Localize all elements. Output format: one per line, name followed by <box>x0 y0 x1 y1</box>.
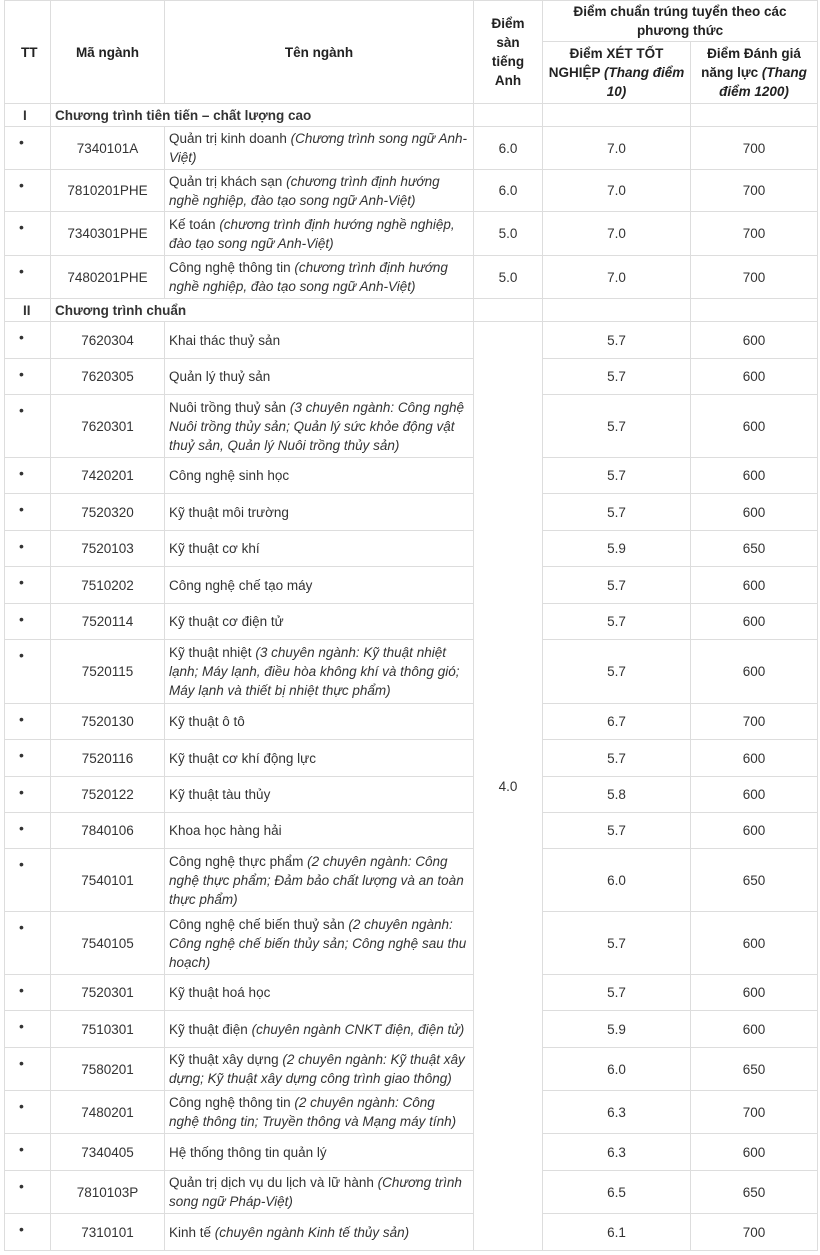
major-title: Kinh tế <box>169 1224 212 1240</box>
major-note: (chuyên ngành Kinh tế thủy sản) <box>214 1224 410 1240</box>
graduation-score: 5.7 <box>543 494 691 531</box>
capacity-score: 600 <box>691 322 818 359</box>
major-note: (2 chuyên ngành: Công nghệ thông tin; Truyền thông và Mạng máy tính) <box>169 1095 457 1129</box>
bullet-icon: • <box>19 402 24 418</box>
table-body <box>5 104 818 1251</box>
bullet-icon: • <box>19 856 24 872</box>
major-note: (2 chuyên ngành: Công nghệ thực phẩm; Đảm bảo chất lượng và an toàn thực phẩm) <box>169 853 464 907</box>
major-note: (chuyên ngành CNKT điện, điện tử) <box>251 1021 465 1037</box>
graduation-score: 5.7 <box>543 567 691 604</box>
major-title: Công nghệ chế biến thuỷ sản <box>169 916 345 932</box>
major-name <box>165 395 474 458</box>
capacity-score: 700 <box>691 127 818 170</box>
section-row <box>5 104 818 127</box>
major-name <box>165 640 474 704</box>
major-note: (chương trình định hướng nghề nghiệp, đào tạo song ngữ Anh-Việt) <box>169 216 455 251</box>
graduation-score: 7.0 <box>543 170 691 212</box>
major-name <box>165 359 474 395</box>
graduation-score: 6.0 <box>543 1048 691 1091</box>
capacity-score: 700 <box>691 704 818 740</box>
capacity-score: 600 <box>691 640 818 704</box>
bullet-icon: • <box>19 1178 24 1194</box>
graduation-score: 5.9 <box>543 1011 691 1048</box>
graduation-score: 5.7 <box>543 975 691 1011</box>
bullet-icon: • <box>19 1055 24 1071</box>
major-code: 7420201 <box>51 458 165 494</box>
capacity-score: 650 <box>691 531 818 567</box>
table-row <box>5 256 818 299</box>
section-title: Chương trình tiên tiến – chất lượng cao <box>51 104 474 127</box>
section-number: II <box>5 299 51 322</box>
bullet-icon: • <box>19 747 24 763</box>
table-row <box>5 849 818 912</box>
major-code: 7510301 <box>51 1011 165 1048</box>
major-code: 7510202 <box>51 567 165 604</box>
graduation-score: 5.7 <box>543 912 691 975</box>
capacity-score: 650 <box>691 1048 818 1091</box>
capacity-score: 600 <box>691 740 818 777</box>
capacity-score: 700 <box>691 170 818 212</box>
row-marker <box>5 494 51 531</box>
major-title: Quản trị kinh doanh <box>169 131 287 146</box>
bullet-icon: • <box>19 1221 24 1237</box>
section-empty-cell <box>691 104 818 127</box>
header-capacity-note: (Thang điểm 1200) <box>719 65 807 99</box>
major-note: (2 chuyên ngành: Công nghệ chế biến thủy sản; Công nghệ sau thu hoạch) <box>169 916 467 970</box>
major-name <box>165 604 474 640</box>
header-name: Tên ngành <box>165 1 474 104</box>
graduation-score: 5.7 <box>543 604 691 640</box>
major-code: 7480201PHE <box>51 256 165 299</box>
bullet-icon: • <box>19 177 24 193</box>
major-name <box>165 458 474 494</box>
table-row <box>5 127 818 170</box>
row-marker <box>5 777 51 813</box>
bullet-icon: • <box>19 574 24 590</box>
major-code: 7540101 <box>51 849 165 912</box>
major-code: 7540105 <box>51 912 165 975</box>
major-title: Công nghệ thực phẩm <box>169 853 304 869</box>
table-row <box>5 813 818 849</box>
graduation-score: 6.3 <box>543 1134 691 1171</box>
graduation-score: 5.7 <box>543 813 691 849</box>
row-marker <box>5 813 51 849</box>
capacity-score: 600 <box>691 912 818 975</box>
table-row <box>5 395 818 458</box>
graduation-score: 5.7 <box>543 458 691 494</box>
header-code: Mã ngành <box>51 1 165 104</box>
major-code: 7520122 <box>51 777 165 813</box>
major-title: Công nghệ thông tin <box>169 260 291 275</box>
major-name <box>165 1134 474 1171</box>
bullet-icon: • <box>19 219 24 235</box>
header-graduation-score <box>543 42 691 104</box>
header-graduation-main: Điểm XÉT TỐT NGHIỆP <box>548 46 664 80</box>
row-marker <box>5 395 51 458</box>
bullet-icon: • <box>19 784 24 800</box>
section-number: I <box>5 104 51 127</box>
row-marker <box>5 1134 51 1171</box>
major-title: Kỹ thuật cơ điện tử <box>169 614 284 629</box>
row-marker <box>5 1091 51 1134</box>
section-empty-cell <box>543 299 691 322</box>
section-title: Chương trình chuẩn <box>51 299 474 322</box>
header-tt: TT <box>5 1 51 104</box>
major-code: 7310101 <box>51 1214 165 1251</box>
major-title: Kỹ thuật cơ khí động lực <box>169 750 316 766</box>
table-row <box>5 567 818 604</box>
major-code: 7520130 <box>51 704 165 740</box>
major-title: Kỹ thuật tàu thủy <box>169 787 271 802</box>
bullet-icon: • <box>19 465 24 481</box>
major-title: Kỹ thuật môi trường <box>169 504 289 520</box>
major-note: (Chương trình song ngữ Pháp-Việt) <box>169 1175 462 1209</box>
table-row <box>5 1091 818 1134</box>
table-row <box>5 740 818 777</box>
header-capacity-score <box>691 42 818 104</box>
graduation-score: 7.0 <box>543 212 691 256</box>
major-name <box>165 322 474 359</box>
table-row <box>5 777 818 813</box>
table-row <box>5 322 818 359</box>
row-marker <box>5 567 51 604</box>
major-title: Kỹ thuật nhiệt <box>169 645 252 660</box>
major-name <box>165 777 474 813</box>
bullet-icon: • <box>19 919 24 935</box>
major-name <box>165 975 474 1011</box>
major-name <box>165 813 474 849</box>
major-code: 7480201 <box>51 1091 165 1134</box>
major-title: Công nghệ chế tạo máy <box>169 577 313 593</box>
row-marker <box>5 704 51 740</box>
capacity-score: 600 <box>691 395 818 458</box>
major-code: 7520103 <box>51 531 165 567</box>
capacity-score: 700 <box>691 212 818 256</box>
graduation-score: 6.3 <box>543 1091 691 1134</box>
row-marker <box>5 1048 51 1091</box>
major-name <box>165 1048 474 1091</box>
graduation-score: 5.7 <box>543 640 691 704</box>
table-row <box>5 912 818 975</box>
capacity-score: 600 <box>691 458 818 494</box>
row-marker <box>5 740 51 777</box>
bullet-icon: • <box>19 538 24 554</box>
section-empty-cell <box>474 299 543 322</box>
major-title: Quản trị khách sạn <box>169 173 283 189</box>
table-row <box>5 640 818 704</box>
graduation-score: 6.5 <box>543 1171 691 1214</box>
table-row <box>5 212 818 256</box>
table-row <box>5 1048 818 1091</box>
header-capacity-main: Điểm Đánh giá năng lực <box>701 46 801 80</box>
row-marker <box>5 1171 51 1214</box>
capacity-score: 650 <box>691 849 818 912</box>
major-code: 7620304 <box>51 322 165 359</box>
bullet-icon: • <box>19 263 24 279</box>
row-marker <box>5 127 51 170</box>
major-name <box>165 531 474 567</box>
major-name <box>165 849 474 912</box>
major-note: (chương trình định hướng nghề nghiệp, đào tạo song ngữ Anh-Việt) <box>169 173 440 208</box>
major-code: 7340405 <box>51 1134 165 1171</box>
major-title: Công nghệ thông tin <box>169 1095 291 1110</box>
row-marker <box>5 212 51 256</box>
row-marker <box>5 912 51 975</box>
major-code: 7520115 <box>51 640 165 704</box>
graduation-score: 5.7 <box>543 395 691 458</box>
bullet-icon: • <box>19 647 24 663</box>
table-row <box>5 704 818 740</box>
major-name <box>165 912 474 975</box>
major-note: (2 chuyên ngành: Kỹ thuật xây dựng; Kỹ thuật xây dựng công trình giao thông) <box>169 1052 465 1086</box>
capacity-score: 600 <box>691 1011 818 1048</box>
graduation-score: 6.7 <box>543 704 691 740</box>
section-row <box>5 299 818 322</box>
capacity-score: 600 <box>691 777 818 813</box>
section-empty-cell <box>691 299 818 322</box>
major-code: 7520301 <box>51 975 165 1011</box>
major-title: Kỹ thuật xây dựng <box>169 1052 279 1067</box>
major-title: Kỹ thuật cơ khí <box>169 541 260 556</box>
major-title: Kỹ thuật ô tô <box>169 714 245 729</box>
row-marker <box>5 322 51 359</box>
row-marker <box>5 1214 51 1251</box>
table-row <box>5 170 818 212</box>
row-marker <box>5 531 51 567</box>
major-code: 7340301PHE <box>51 212 165 256</box>
bullet-icon: • <box>19 134 24 150</box>
bullet-icon: • <box>19 329 24 345</box>
english-floor-score: 6.0 <box>474 170 543 212</box>
row-marker <box>5 640 51 704</box>
major-name <box>165 1091 474 1134</box>
row-marker <box>5 359 51 395</box>
section-empty-cell <box>474 104 543 127</box>
major-name <box>165 127 474 170</box>
major-code: 7810201PHE <box>51 170 165 212</box>
row-marker <box>5 170 51 212</box>
capacity-score: 600 <box>691 604 818 640</box>
major-title: Quản trị dịch vụ du lịch và lữ hành <box>169 1175 374 1190</box>
major-code: 7620301 <box>51 395 165 458</box>
major-code: 7620305 <box>51 359 165 395</box>
major-name <box>165 1214 474 1251</box>
table-row <box>5 604 818 640</box>
english-floor-score: 5.0 <box>474 212 543 256</box>
major-note: (3 chuyên ngành: Kỹ thuật nhiệt lạnh; Máy lạnh, điều hòa không khí và thông gió; Máy lạnh và thiết bị nhiệt thực phẩm) <box>169 645 460 698</box>
major-note: (chương trình định hướng nghề nghiệp, đào tạo song ngữ Anh-Việt) <box>169 260 448 294</box>
bullet-icon: • <box>19 366 24 382</box>
capacity-score: 600 <box>691 494 818 531</box>
bullet-icon: • <box>19 820 24 836</box>
bullet-icon: • <box>19 1141 24 1157</box>
major-code: 7340101A <box>51 127 165 170</box>
graduation-score: 7.0 <box>543 127 691 170</box>
graduation-score: 5.8 <box>543 777 691 813</box>
major-name <box>165 740 474 777</box>
major-title: Nuôi trồng thuỷ sản <box>169 399 287 415</box>
table-row <box>5 359 818 395</box>
capacity-score: 600 <box>691 1134 818 1171</box>
table-row <box>5 975 818 1011</box>
major-note: (Chương trình song ngữ Anh-Việt) <box>169 131 467 165</box>
graduation-score: 5.7 <box>543 322 691 359</box>
table-row <box>5 494 818 531</box>
bullet-icon: • <box>19 1018 24 1034</box>
graduation-score: 6.1 <box>543 1214 691 1251</box>
bullet-icon: • <box>19 982 24 998</box>
major-name <box>165 170 474 212</box>
major-code: 7840106 <box>51 813 165 849</box>
capacity-score: 700 <box>691 1214 818 1251</box>
graduation-score: 5.9 <box>543 531 691 567</box>
capacity-score: 600 <box>691 813 818 849</box>
major-name <box>165 256 474 299</box>
row-marker <box>5 458 51 494</box>
graduation-score: 5.7 <box>543 740 691 777</box>
bullet-icon: • <box>19 611 24 627</box>
major-name <box>165 212 474 256</box>
graduation-score: 7.0 <box>543 256 691 299</box>
table-row <box>5 1134 818 1171</box>
major-name <box>165 1171 474 1214</box>
major-title: Khai thác thuỷ sản <box>169 332 281 348</box>
admission-score-table <box>4 0 818 1251</box>
table-header <box>5 1 818 104</box>
bullet-icon: • <box>19 711 24 727</box>
major-title: Quản lý thuỷ sản <box>169 369 271 384</box>
english-floor-score: 4.0 <box>474 322 543 1251</box>
row-marker <box>5 256 51 299</box>
bullet-icon: • <box>19 1098 24 1114</box>
major-name <box>165 704 474 740</box>
capacity-score: 700 <box>691 1091 818 1134</box>
header-graduation-note: (Thang điểm 10) <box>604 65 685 99</box>
table-row <box>5 531 818 567</box>
english-floor-score: 6.0 <box>474 127 543 170</box>
major-title: Khoa học hàng hải <box>169 823 282 838</box>
major-title: Kỹ thuật hoá học <box>169 985 271 1000</box>
row-marker <box>5 975 51 1011</box>
major-name <box>165 1011 474 1048</box>
major-code: 7520320 <box>51 494 165 531</box>
row-marker <box>5 1011 51 1048</box>
graduation-score: 5.7 <box>543 359 691 395</box>
major-title: Kế toán <box>169 216 216 232</box>
major-title: Công nghệ sinh học <box>169 468 290 483</box>
english-floor-score: 5.0 <box>474 256 543 299</box>
capacity-score: 700 <box>691 256 818 299</box>
major-title: Hệ thống thông tin quản lý <box>169 1144 327 1160</box>
capacity-score: 650 <box>691 1171 818 1214</box>
major-code: 7810103P <box>51 1171 165 1214</box>
major-code: 7520114 <box>51 604 165 640</box>
header-english-floor: Điểm sàn tiếng Anh <box>474 1 543 104</box>
major-title: Kỹ thuật điện <box>169 1021 248 1037</box>
table-row <box>5 458 818 494</box>
major-note: (3 chuyên ngành: Công nghệ Nuôi trồng thủy sản; Quản lý sức khỏe động vật thuỷ sản, Quản lý Nuôi trồng thủy sản) <box>169 399 464 453</box>
section-empty-cell <box>543 104 691 127</box>
capacity-score: 600 <box>691 359 818 395</box>
major-code: 7580201 <box>51 1048 165 1091</box>
major-code: 7520116 <box>51 740 165 777</box>
table-row <box>5 1011 818 1048</box>
header-method-group: Điểm chuẩn trúng tuyển theo các phương thức <box>543 1 818 42</box>
row-marker <box>5 604 51 640</box>
table-row <box>5 1214 818 1251</box>
major-name <box>165 567 474 604</box>
row-marker <box>5 849 51 912</box>
capacity-score: 600 <box>691 567 818 604</box>
capacity-score: 600 <box>691 975 818 1011</box>
major-name <box>165 494 474 531</box>
bullet-icon: • <box>19 501 24 517</box>
table-row <box>5 1171 818 1214</box>
graduation-score: 6.0 <box>543 849 691 912</box>
